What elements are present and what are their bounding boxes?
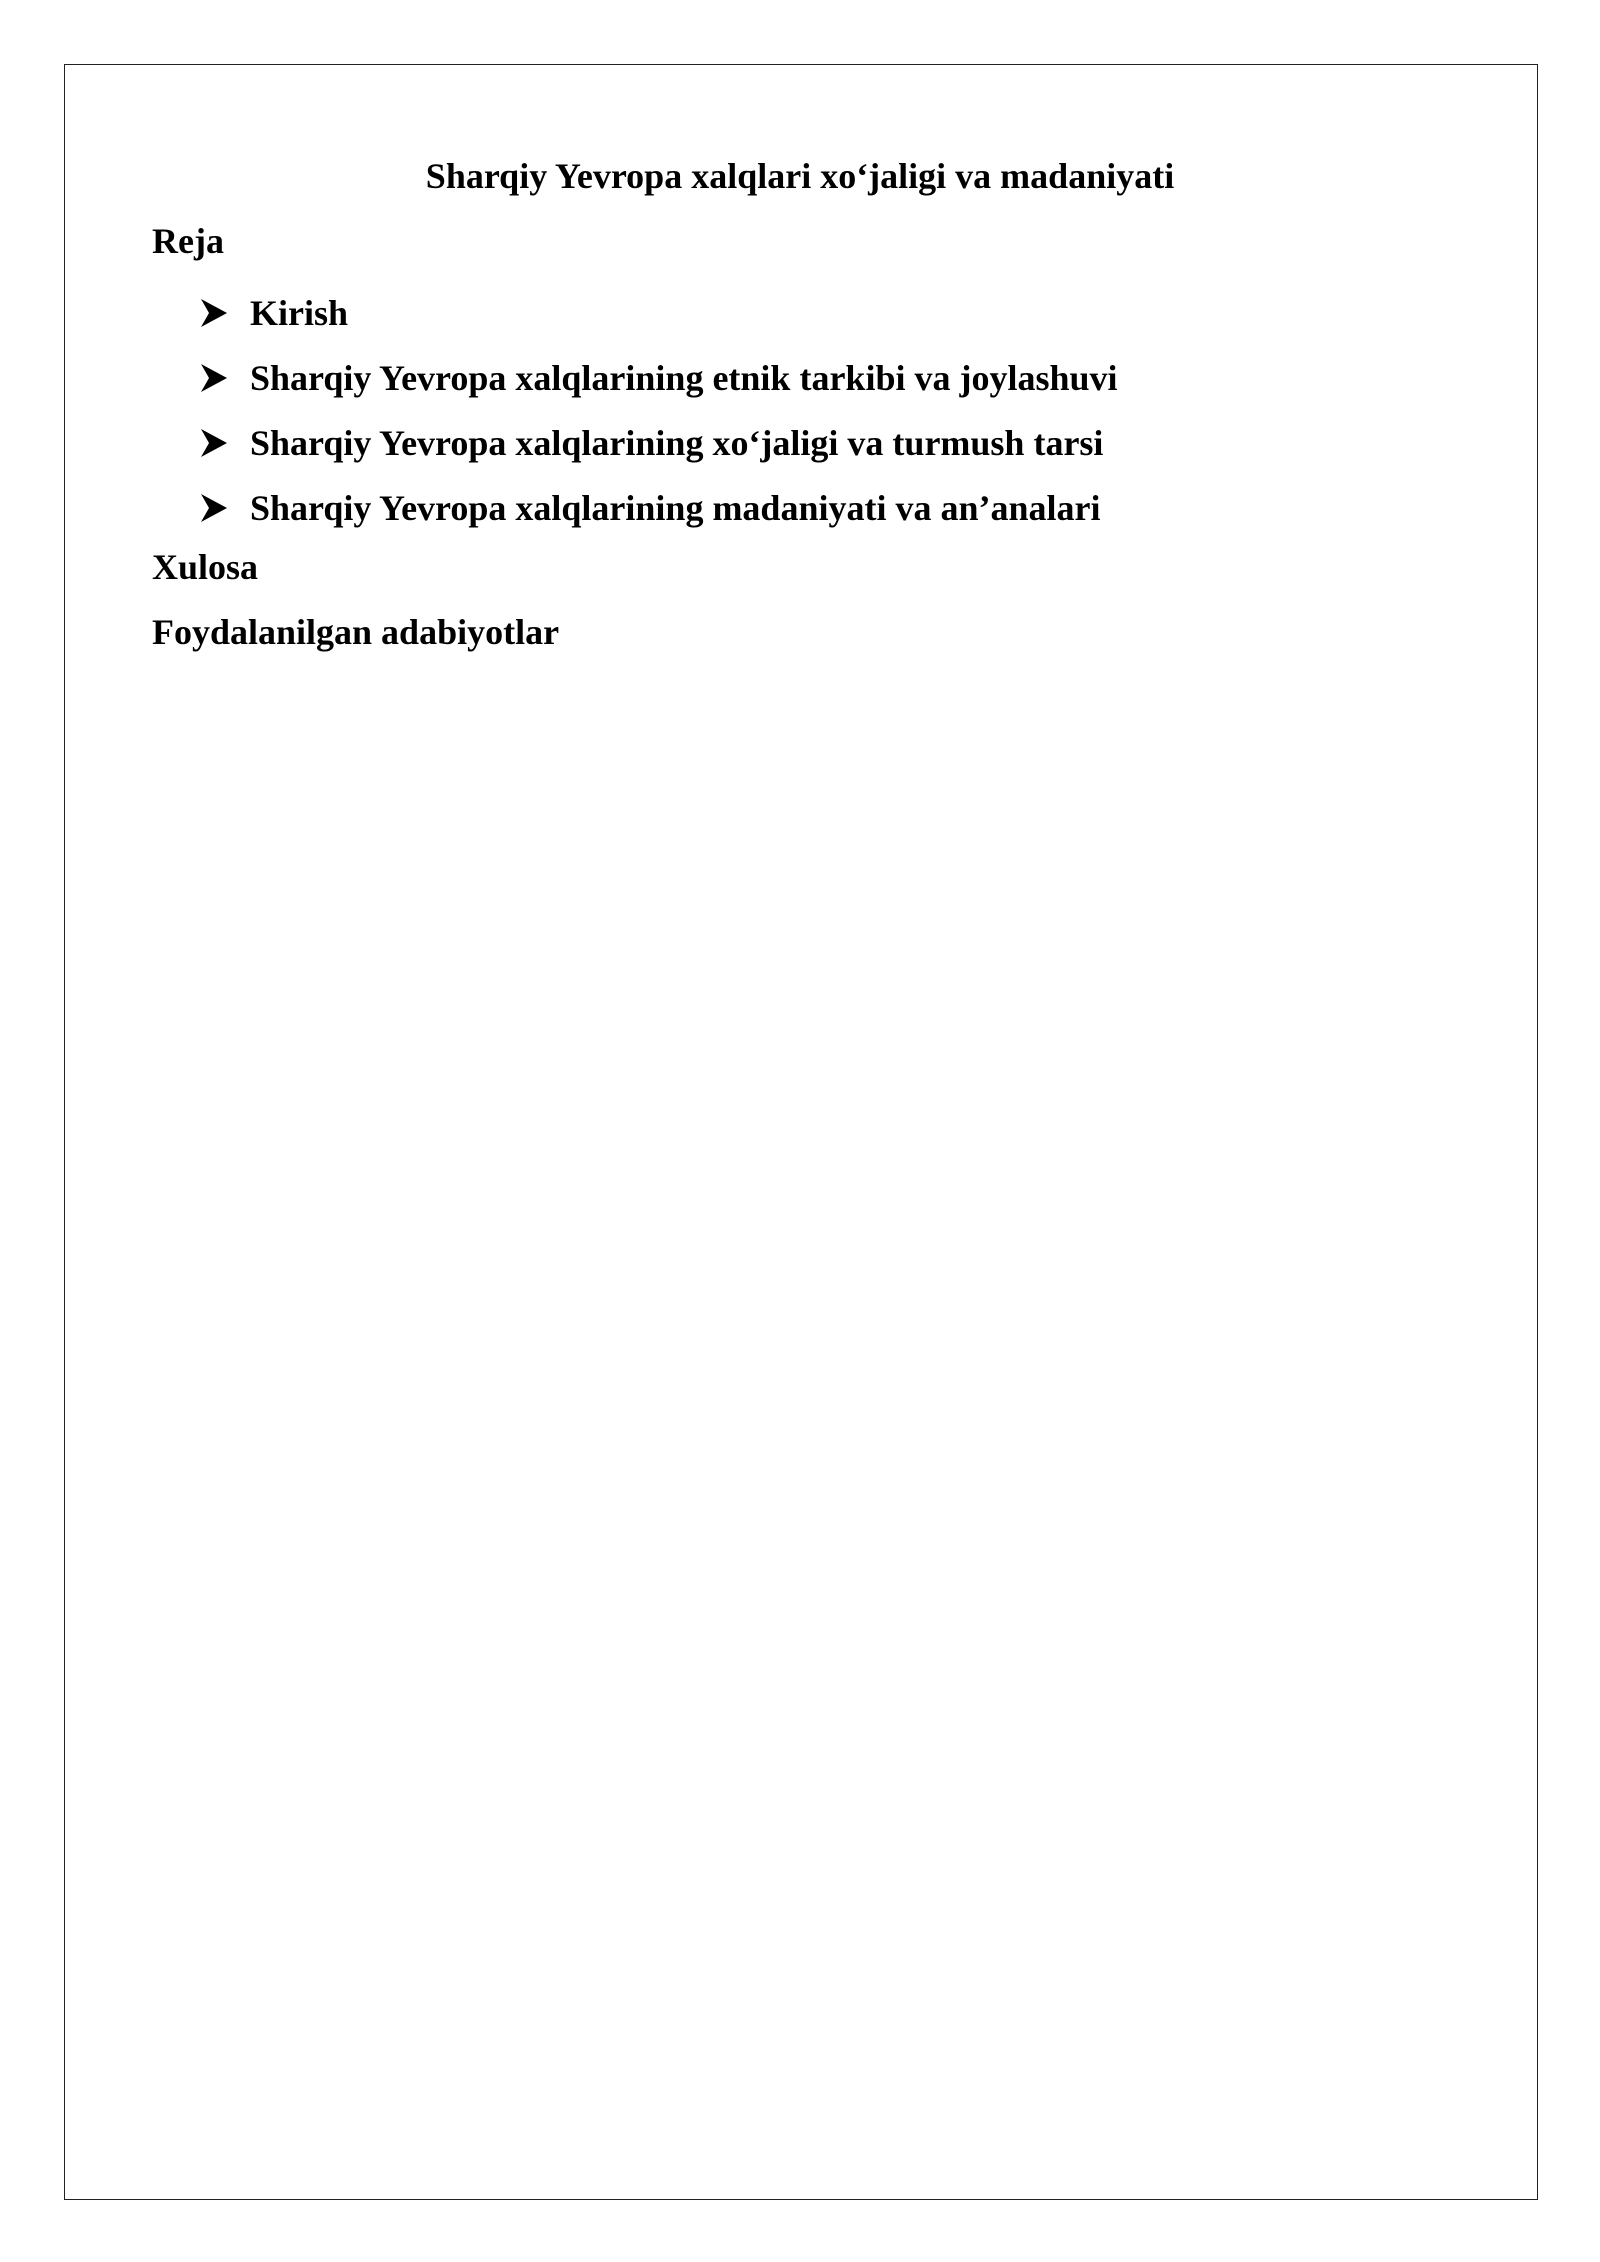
plan-list bbox=[200, 280, 1118, 540]
plan-item-label: Sharqiy Yevropa xalqlarining xo‘jaligi va turmush tarsi bbox=[250, 422, 1104, 463]
plan-item-label: Kirish bbox=[250, 292, 349, 333]
plan-item-label: Sharqiy Yevropa xalqlarining madaniyati va an’analari bbox=[250, 487, 1101, 528]
plan-item-economy-lifestyle bbox=[200, 410, 1118, 475]
references-heading: Foydalanilgan adabiyotlar bbox=[152, 612, 560, 652]
document-title: Sharqiy Yevropa xalqlari xo‘jaligi va madaniyati bbox=[425, 156, 1175, 196]
arrowhead-bullet-icon bbox=[200, 493, 250, 523]
arrowhead-bullet-icon bbox=[200, 428, 250, 458]
plan-item-ethnic-composition bbox=[200, 345, 1118, 410]
arrowhead-bullet-icon bbox=[200, 363, 250, 393]
arrowhead-bullet-icon bbox=[200, 298, 250, 328]
plan-item-culture-traditions bbox=[200, 475, 1118, 540]
conclusion-heading: Xulosa bbox=[152, 547, 259, 587]
plan-heading: Reja bbox=[152, 221, 224, 261]
plan-item-introduction bbox=[200, 280, 1118, 345]
plan-item-label: Sharqiy Yevropa xalqlarining etnik tarkibi va joylashuvi bbox=[250, 357, 1118, 398]
